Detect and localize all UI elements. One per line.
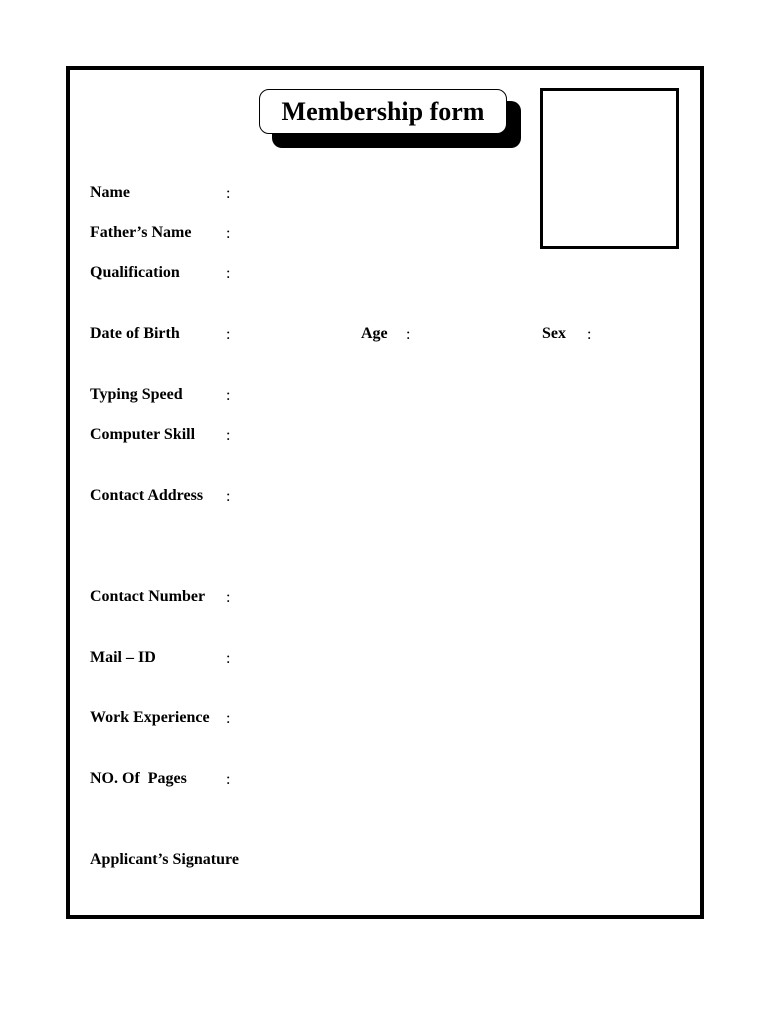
no-of-pages-colon: : — [226, 771, 231, 788]
work-experience-colon: : — [226, 710, 231, 727]
name-colon: : — [226, 185, 231, 202]
fathers-name-colon: : — [226, 225, 231, 242]
sex-label: Sex — [542, 325, 566, 342]
qualification-colon: : — [226, 265, 231, 282]
contact-number-colon: : — [226, 589, 231, 606]
title-box — [259, 89, 507, 134]
no-of-pages-label: NO. Of Pages — [90, 770, 187, 787]
date-of-birth-label: Date of Birth — [90, 325, 180, 342]
typing-speed-colon: : — [226, 387, 231, 404]
applicants-signature-label: Applicant’s Signature — [90, 851, 239, 868]
date-of-birth-colon: : — [226, 326, 231, 343]
computer-skill-colon: : — [226, 427, 231, 444]
fathers-name-label: Father’s Name — [90, 224, 192, 241]
age-label: Age — [361, 325, 388, 342]
mail-id-colon: : — [226, 650, 231, 667]
age-colon: : — [406, 326, 411, 343]
sex-colon: : — [587, 326, 592, 343]
typing-speed-label: Typing Speed — [90, 386, 183, 403]
qualification-label: Qualification — [90, 264, 180, 281]
contact-number-label: Contact Number — [90, 588, 206, 605]
photo-box — [540, 88, 679, 249]
work-experience-label: Work Experience — [90, 709, 210, 726]
mail-id-label: Mail – ID — [90, 649, 156, 666]
computer-skill-label: Computer Skill — [90, 426, 196, 443]
form-title: Membership form — [281, 96, 485, 126]
name-label: Name — [90, 184, 130, 201]
contact-address-label: Contact Address — [90, 487, 204, 504]
contact-address-colon: : — [226, 488, 231, 505]
